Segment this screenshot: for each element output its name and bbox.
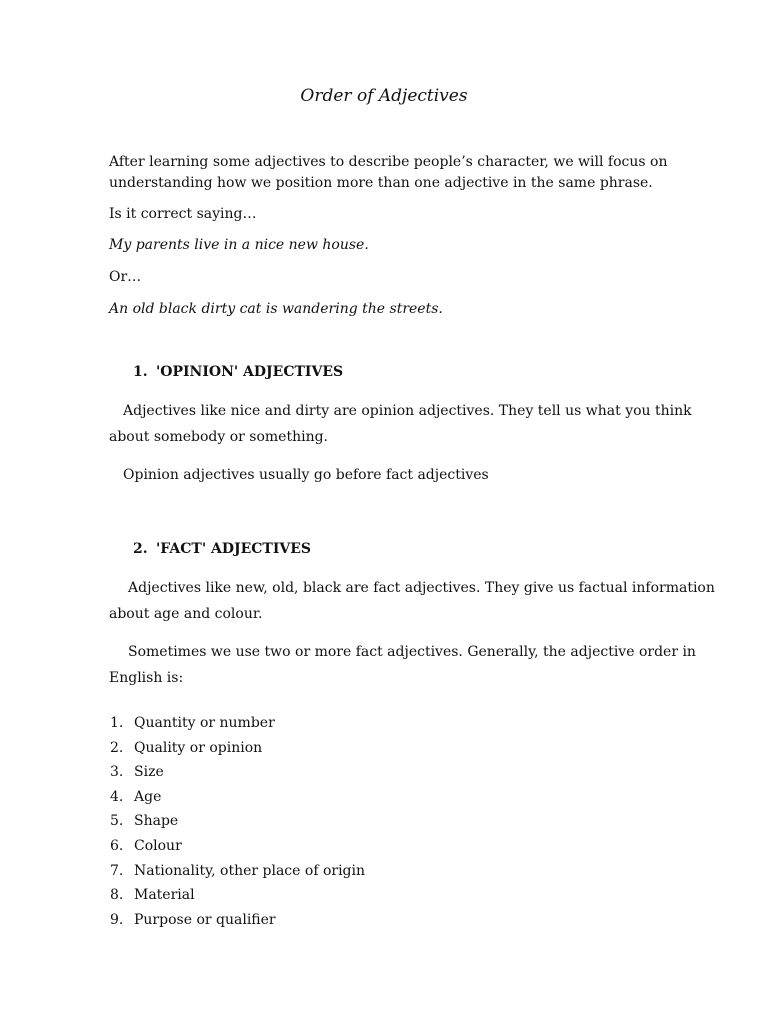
list-item: Size <box>134 764 164 780</box>
intro-line-2: understanding how we position more than one adjective in the same phrase. <box>109 175 653 191</box>
list-item: Nationality, other place of origin <box>134 863 365 879</box>
intro-question: Is it correct saying… <box>109 206 257 222</box>
list-item-number: 7. <box>110 863 124 879</box>
section-1-para-1-line-1: Adjectives like nice and dirty are opinion adjectives. They tell us what you think <box>123 403 692 419</box>
section-2-heading: 'FACT' ADJECTIVES <box>156 541 312 557</box>
section-2-para-2-line-2: English is: <box>109 670 184 686</box>
section-2-para-2-line-1: Sometimes we use two or more fact adjectives. Generally, the adjective order in <box>128 644 696 660</box>
list-item-number: 6. <box>110 838 124 854</box>
section-1-para-2: Opinion adjectives usually go before fact adjectives <box>123 467 489 483</box>
example-sentence-2: An old black dirty cat is wandering the streets. <box>109 301 443 317</box>
document-title: Order of Adjectives <box>300 86 468 106</box>
list-item-number: 2. <box>110 740 124 756</box>
section-2-number: 2. <box>133 541 148 557</box>
example-sentence-1: My parents live in a nice new house. <box>109 237 369 253</box>
list-item: Age <box>134 789 162 805</box>
list-item-number: 8. <box>110 887 124 903</box>
list-item: Quantity or number <box>134 715 275 731</box>
list-item-number: 9. <box>110 912 124 928</box>
section-1-para-1-line-2: about somebody or something. <box>109 429 329 445</box>
list-item-number: 3. <box>110 764 124 780</box>
list-item: Material <box>134 887 195 903</box>
list-item: Shape <box>134 813 179 829</box>
section-2-para-1-line-1: Adjectives like new, old, black are fact adjectives. They give us factual information <box>128 580 715 596</box>
intro-line-1: After learning some adjectives to describe people’s character, we will focus on <box>109 154 668 170</box>
list-item-number: 1. <box>110 715 124 731</box>
section-1-number: 1. <box>133 364 148 380</box>
list-item: Purpose or qualifier <box>134 912 276 928</box>
section-1-heading: 'OPINION' ADJECTIVES <box>156 364 344 380</box>
section-2-para-1-line-2: about age and colour. <box>109 606 263 622</box>
list-item-number: 5. <box>110 813 124 829</box>
list-item: Colour <box>134 838 182 854</box>
intro-or: Or… <box>109 269 142 285</box>
list-item-number: 4. <box>110 789 124 805</box>
list-item: Quality or opinion <box>134 740 263 756</box>
